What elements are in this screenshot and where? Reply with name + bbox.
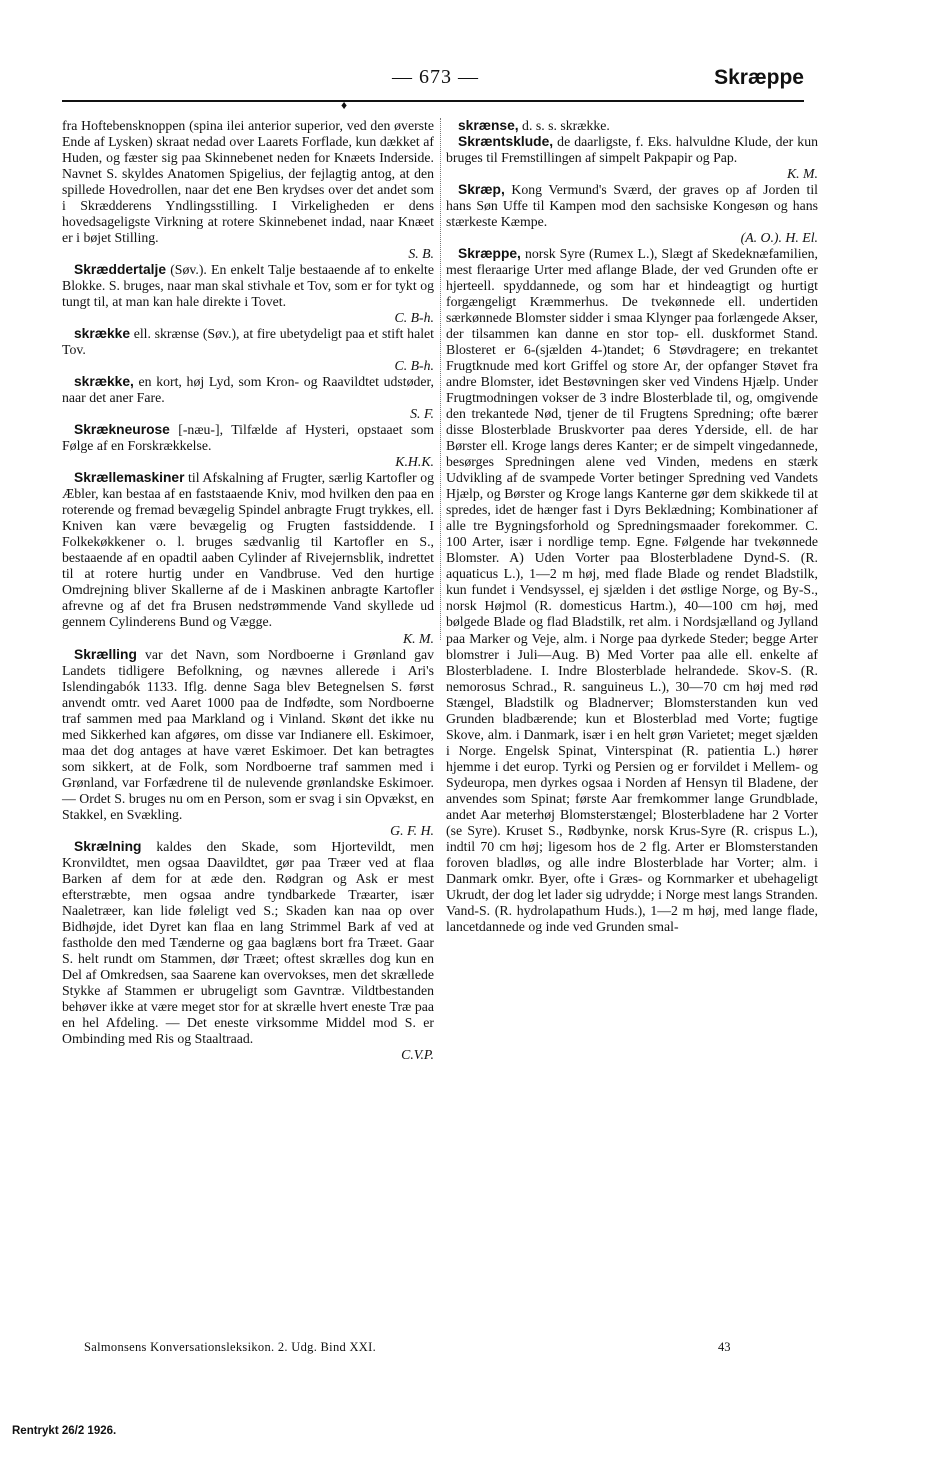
entry — [446, 182, 818, 246]
entry — [62, 374, 434, 422]
entry — [62, 118, 434, 262]
entry-headword: Skræddertalje — [74, 262, 167, 278]
entry-signature: C. B-h. — [394, 358, 434, 374]
left-column — [62, 118, 434, 1062]
entry-headword: Skrælling — [74, 646, 137, 662]
entry — [62, 326, 434, 374]
entry-headword: Skrækneurose — [74, 422, 170, 438]
entry-headword: skrænse, — [458, 118, 519, 133]
entry-signature: K.H.K. — [395, 454, 434, 470]
entry-text: [-næu-], Tilfælde af Hysteri, opstaaet som Følge af en Forskrækkelse. — [62, 422, 434, 454]
entry-signature: C. B-h. — [394, 310, 434, 326]
entry-text: ell. skrænse (Søv.), at fire ubetydeligt paa et stift halet Tov. — [62, 326, 434, 358]
entry — [446, 246, 818, 935]
entry-text: norsk Syre (Rumex L.), Slægt af Skedeknæfamilien, mest fleraarige Urter med aflange Blade, der ved Grunden ofte er hjerteell. spyddannede, og som har et hindeagtigt og hurtigt forgængeligt Kræmmerhus. De tvekønnede ell. undertiden særkønnede Blomster sidder i smaa Klynger paa forlængede Akser, der tilsammen kan danne en stor top- ell. duskformet Stand. Blosteret er 6-(sjælden 4-)tandet; 6 Støvdragere; en trekantet Frugtknude med kort Griffel og store Ar, der opfanger Støvet fra andre Blomster, idet Bestøvningen sker ved Vindens Hjælp. Under Frugtmodningen vokser de 3 indre Blosterblade til, og, omgivende den trekantede Nød, tjener de til Frugtens Spredning; ofte bærer disse Blosterblade Bruskvorter paa deres Yderside, ell. de har Børster ell. Kroge langs deres Kanter; er de simpelt vingedannede, besørges Spredningen alene ved Vinden, medens en stærk Udvikling af de svampede Vorter betinger Spredning ved Vandets Hjælp, og Børster og Kroge langs Kanterne gør dem skikkede til at spredes, idet de hænger fast i Dyrs Beklædning; Kombinationer af alle tre Bygningsforhold og Spredningsmaader forekommer. C. 100 Arter, især i nordlige temp. Egne. Følgende har tvekønnede Blomster. A) Uden Vorter paa Blosterbladene Dynd-S. (R. aquaticus L.), 1—2 m høj, med flade Blade og rendet Bladstilk, kun fundet i Vendsyssel, ej sjælden i det østlige Norge, og By-S., norsk Højmol (R. domesticus Hartm.), 40—100 cm høj, med bølgede Blade og flad Bladstilk, ret alm. i Nordsjælland og Jylland paa Marker og Veje, alm. i Norge paa dyrkede Steder; begge Arter blomstrer i Juli—Aug. B) Med Vorter paa alle ell. enkelte af Blosterbladene. I. Indre Blosterblade helrandede. Skov-S. (R. nemorosus Schrad., R. sanguineus L.), 30—70 cm høj med rød Stængel, Bladstilk og Bladnerver; Blomsterstanden kun ved Grunden bladbærende; kun et Blosterblad med Vorte; fugtige Skove, alm. i Danmark, især i en helt grøn Varietet; meget sjælden i Norge. Engelsk Spinat, Vinterspinat (R. patientia L.) hører hjemme i det europ. Tyrki og Persien og er forvildet i Mellem- og Sydeuropa, men dyrkes ogsaa i Norden af Hensyn til Bladene, der anvendes som Spinat; første Aar fremkommer lange Grundblade, andet Aar meterhøj Blomsterstængel; Blosterbladene har 2 Vorter (se Syre). Kruset S., Rødbynke, norsk Krus-Syre (R. crispus L.), indtil 70 cm høj; ligesom hos de 2 flg. Arter er Blomsterstanden foroven bladløs, og alle indre Blosterblade har Vorter; alm. i Danmark omkr. Byer, ofte i Græs- og Kornmarker et ubehageligt Ukrudt, der dog let lader sig udrydde; i Norge mest langs Stranden. Vand-S. (R. hydrolapathum Huds.), 1—2 m høj, med lange flade, lancetdannede og inde ved Grunden smal- — [446, 246, 818, 934]
entry-text: de daarligste, f. Eks. halvuldne Klude, der kun bruges til Fremstillingen af simpelt Pakpapir og Pap. — [446, 134, 818, 166]
entry-headword: Skrælning — [74, 838, 142, 854]
entry-signature: G. F. H. — [390, 822, 434, 838]
entry-signature: K. M. — [402, 630, 434, 646]
entry-headword: skrække — [74, 326, 131, 342]
entry-text: (Søv.). En enkelt Talje bestaaende af to enkelte Blokke. S. bruges, naar man skal stivhale et Tov, som er for tykt og tungt til, at man kan hale direkte i Tovet. — [62, 262, 434, 310]
entry-headword: Skrællemaskiner — [74, 470, 185, 486]
entry-signature: K. M. — [786, 166, 818, 182]
entry-signature: S. F. — [410, 406, 434, 422]
ornament-icon: ♦ — [341, 98, 348, 112]
footer-publication: Salmonsens Konversationsleksikon. 2. Udg. Bind XXI. — [84, 1340, 377, 1354]
entry-signature: S. B. — [408, 246, 434, 262]
entry — [62, 647, 434, 839]
entry — [446, 134, 818, 182]
entry-headword: Skræntsklude, — [458, 134, 554, 150]
entry — [62, 470, 434, 646]
page-header — [62, 66, 804, 96]
entry-headword: Skræppe, — [458, 246, 521, 262]
running-head: Skræppe — [714, 66, 804, 89]
entry-text: fra Hoftebensknoppen (spina ilei anterior superior, ved den øverste Ende af Lysken) skraat nedad over Laarets Forflade, kun dækket af Huden, og fæster sig paa Skinnebenet neden for Knæets Inderside. Navnet S. skyldes Anatomen Spigelius, der fejlagtig antog, at den spillede Hovedrollen, naar det ene Ben krydses over det andet som i Skrædderens Yndlingsstilling. I Virkeligheden er dens hovedsageligste Virkning at rotere Skinnebenet indad, naar Knæet er i bøjet Stilling. — [62, 118, 434, 246]
reprint-note: Rentrykt 26/2 1926. — [12, 1425, 117, 1437]
entry-text: var det Navn, som Nordboerne i Grønland gav Landets tidligere Befolkning, og nævnes allerede i Ari's Islendingabók 1133. Iflg. denne Saga blev Betegnelsen S. først anvendt omtr. ved Aaret 1000 paa de Indfødte, som Nordboerne traf sammen med paa Markland og i Vinland. Skønt det ikke nu med Sikkerhed kan afgøres, om disse var Indianere ell. Eskimoer, maa det dog antages at have været Eskimoer. Det kan betragtes som sikkert, at de Folk, som Nordboerne traf sammen med i Grønland, var Forfædrene til de nulevende grønlandske Eskimoer. — Ordet S. bruges nu om en Person, som er svag i sin Opvækst, en Stakkel, en Svækling. — [62, 646, 434, 822]
column-divider — [440, 118, 442, 640]
entry — [62, 422, 434, 470]
entry-text: d. s. s. skrække. — [518, 118, 610, 133]
entry — [62, 839, 434, 1063]
entry — [62, 262, 434, 326]
header-rule — [62, 100, 804, 102]
entry-signature: C.V.P. — [401, 1046, 434, 1062]
entry-text: Kong Vermund's Sværd, der graves op af Jorden til hans Søn Uffe til Kampen mod den sachsiske Kongesøn og hans stærkeste Kæmpe. — [446, 182, 818, 230]
page-number: — 673 — — [392, 66, 479, 88]
entry-text: til Afskalning af Frugter, særlig Kartofler og Æbler, kan bestaa af en faststaaende Kniv, mod hvilken den paa en roterende og fremad bevægelig Spindel anbragte Frugt trykkes, ell. Kniven kan være bevægelig og Frugten fastsiddende. I Folkekøkkener o. l. bruges sædvanlig til Kartofler en S., bestaaende af en opadtil aaben Cylinder af Rivejernsblik, indrettet til at rotere hurtig under en Vandbruse. Ved den hurtige Omdrejning bliver Skallerne af de i Maskinen anbragte Kartofler afrevne og af det fra Brusen nedstrømmende Vand skyllede ud gennem Cylinderens Bund og Vægge. — [62, 470, 434, 630]
entry-signature: (A. O.). H. El. — [740, 230, 818, 246]
footer-signature-mark: 43 — [718, 1340, 731, 1354]
entry-headword: skrække, — [74, 374, 134, 390]
entry-text: en kort, høj Lyd, som Kron- og Raavildtet udstøder, naar det aner Fare. — [62, 374, 434, 406]
entry — [446, 118, 818, 134]
entry-headword: Skræp, — [458, 182, 505, 198]
right-column — [446, 118, 818, 934]
entry-text: kaldes den Skade, som Hjortevildt, men Kronvildtet, men ogsaa Daavildtet, gør paa Træer ved at flaa Barken af dem for at æde den. Rødgran og Ask er mest efterstræbte, men ogsaa andre tyndbarkede Træarter, især Naaletræer, kan lide føleligt ved S.; Skaden kan naa op over Bidhøjde, idet Dyret kan flaa en lang Strimmel Bark af ved at fastholde den med Tænderne og gaa baglæns bort fra Træet. Gaar S. helt rundt om Stammen, dør Træet; oftest skrælles dog kun en Del af Omkredsen, saa Saarene kan overvokses, men det skrællede Stykke af Stammen er ubrugeligt som Gavntræ. Vildtbestanden behøver ikke at være meget stor for at skrælle hvert eneste Træ paa en hel Afdeling. — Det eneste virksomme Middel mod S. er Ombinding med Ris og Staaltraad. — [62, 838, 434, 1046]
